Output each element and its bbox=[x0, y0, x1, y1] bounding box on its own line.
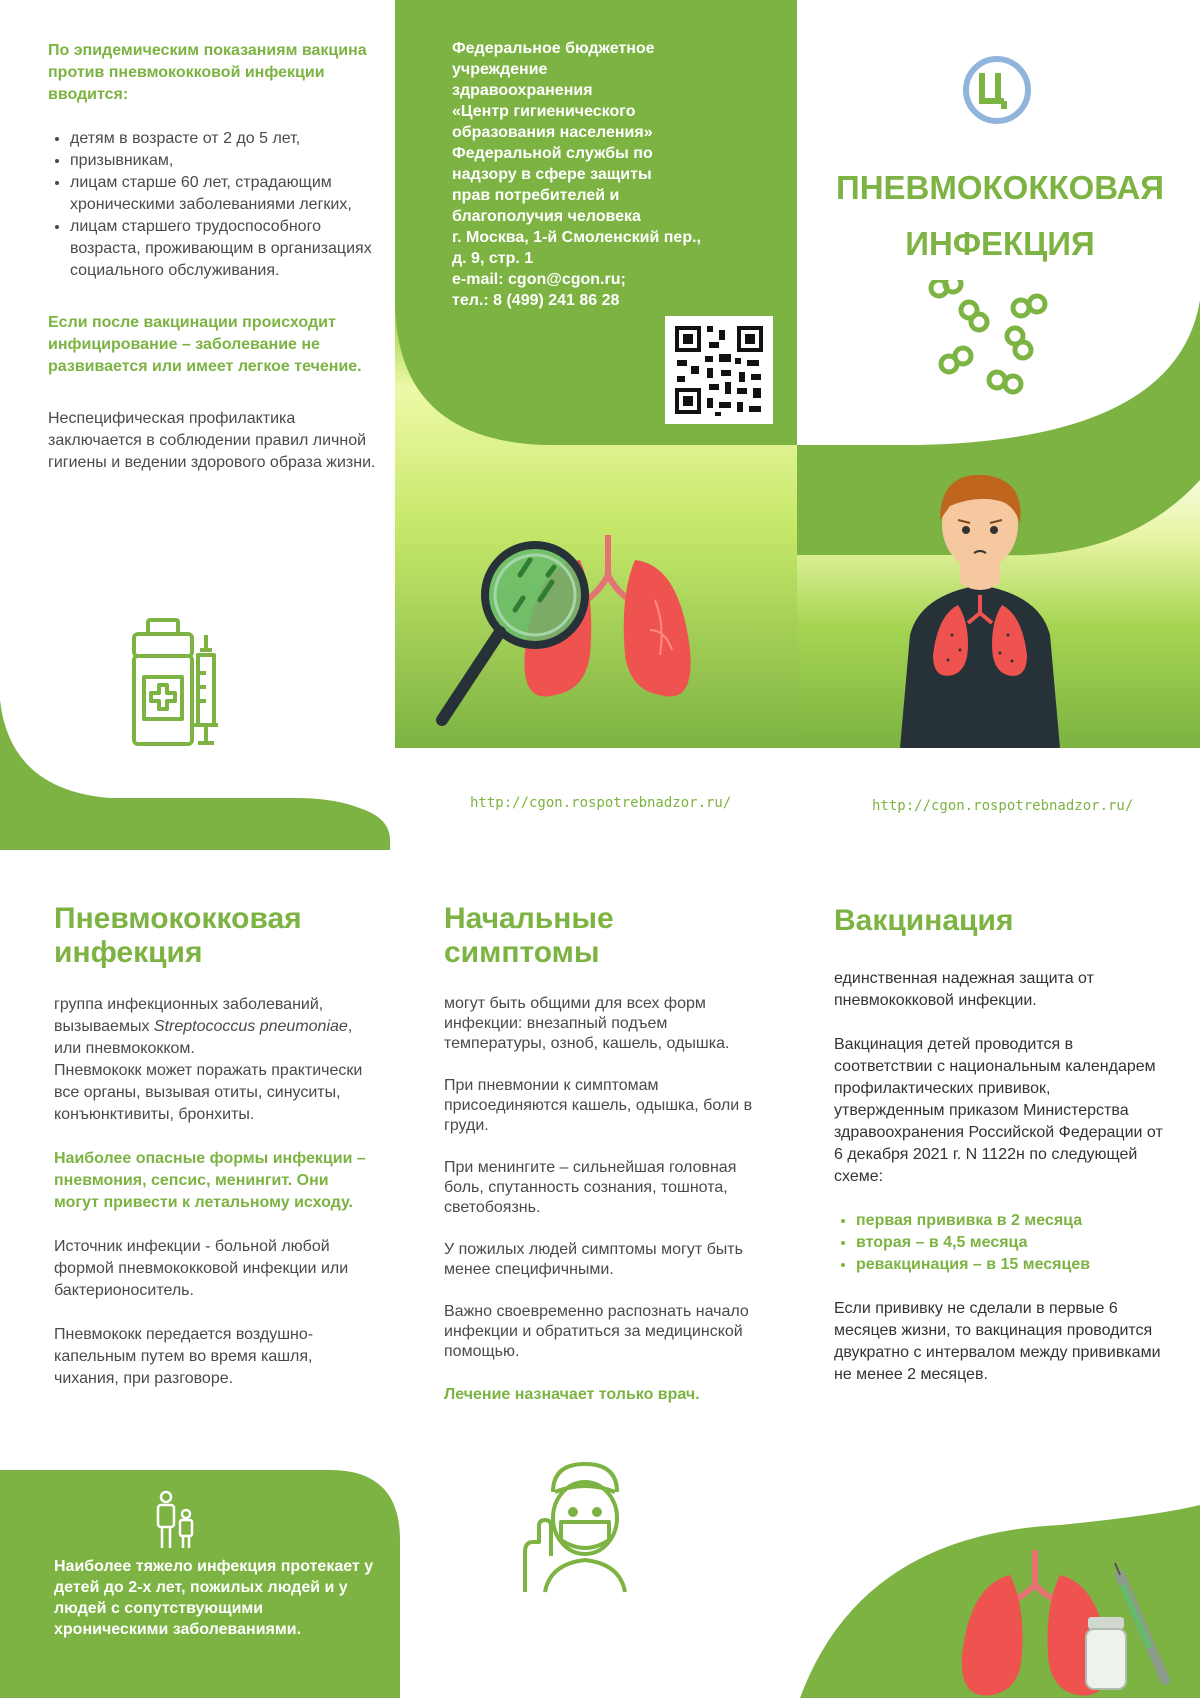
medicine-bottle-syringe-icon bbox=[128, 615, 228, 750]
parent-child-icon bbox=[150, 1490, 200, 1550]
heading-line: Начальные bbox=[444, 902, 614, 935]
definition-text: группа инфекционных заболеваний, вызываемых bbox=[54, 996, 324, 1035]
list-item: • лицам старшего трудоспособного возраста, проживающим в организациях социального обслуживания. bbox=[70, 216, 378, 282]
panel6 bbox=[834, 904, 1164, 1386]
title-line: ПНЕВМОКОККОВАЯ bbox=[835, 169, 1165, 206]
org-line: Федеральной службы по bbox=[452, 145, 653, 162]
section-heading bbox=[54, 902, 374, 970]
list-item: • вторая – в 4,5 месяца bbox=[856, 1232, 1164, 1254]
vaccination-benefit-note: Если после вакцинации происходит инфицирование – заболевание не развивается или имеет легкое течение. bbox=[48, 314, 362, 375]
org-line: благополучия человека bbox=[452, 208, 641, 225]
heading-line: симптомы bbox=[444, 936, 600, 969]
org-line: здравоохранения bbox=[452, 82, 593, 99]
panel1 bbox=[48, 40, 378, 474]
qr-code-icon bbox=[665, 316, 773, 424]
diplococci-icon bbox=[925, 280, 1065, 400]
panel5 bbox=[444, 902, 764, 1406]
definition-paragraph bbox=[54, 994, 374, 1060]
lungs-vaccine-illustration bbox=[960, 1545, 1180, 1698]
org-line: Федеральное бюджетное bbox=[452, 40, 655, 57]
vaccine-indications-intro: По эпидемическим показаниям вакцина против пневмококковой инфекции вводится: bbox=[48, 42, 367, 103]
title-line: ИНФЕКЦИЯ bbox=[905, 225, 1095, 262]
treatment-note: Лечение назначает только врач. bbox=[444, 1386, 700, 1403]
website-link[interactable]: http://cgon.rospotrebnadzor.ru/ bbox=[872, 798, 1134, 814]
hygiene-note: Неспецифическая профилактика заключается в соблюдении правил личной гигиены и ведении здорового образа жизни. bbox=[48, 410, 376, 471]
main-title bbox=[800, 160, 1200, 272]
section-heading: Вакцинация bbox=[834, 904, 1014, 937]
vaccination-schedule-list bbox=[834, 1210, 1164, 1276]
heading-line: инфекция bbox=[54, 936, 203, 969]
list-item: • первая прививка в 2 месяца bbox=[856, 1210, 1164, 1232]
definition-text: , или пневмококком. bbox=[54, 1018, 353, 1057]
organization-info bbox=[452, 38, 772, 311]
severe-course-note: Наиболее тяжело инфекция протекает у детей до 2-х лет, пожилых людей и у людей с сопутствующими хроническими заболеваниями. bbox=[54, 1558, 374, 1638]
cgon-logo bbox=[962, 55, 1032, 125]
phone-line: тел.: 8 (499) 241 86 28 bbox=[452, 292, 620, 309]
magnifier-lungs-illustration bbox=[430, 520, 750, 740]
general-symptoms-paragraph: могут быть общими для всех форм инфекции: внезапный подъем температуры, озноб, кашель, одышка. bbox=[444, 995, 730, 1052]
elderly-symptoms-paragraph: У пожилых людей симптомы могут быть менее специфичными. bbox=[444, 1241, 743, 1278]
seek-help-paragraph: Важно своевременно распознать начало инфекции и обратиться за медицинской помощью. bbox=[444, 1303, 749, 1360]
transmission-paragraph: Пневмококк передается воздушно-капельным путем во время кашля, чихания, при разговоре. bbox=[54, 1326, 314, 1387]
org-line: надзору в сфере защиты bbox=[452, 166, 652, 183]
org-line: прав потребителей и bbox=[452, 187, 620, 204]
qr-code[interactable] bbox=[665, 316, 773, 424]
vaccination-intro: единственная надежная защита от пневмококковой инфекции. bbox=[834, 970, 1094, 1009]
organs-paragraph: Пневмококк может поражать практически все органы, вызывая отиты, синуситы, конъюнктивиты, бронхиты. bbox=[54, 1062, 363, 1123]
address-line: д. 9, стр. 1 bbox=[452, 250, 534, 267]
sick-boy-illustration bbox=[880, 475, 1080, 748]
list-item: • лицам старше 60 лет, страдающим хроническими заболеваниями легких, bbox=[70, 172, 378, 216]
section-heading bbox=[444, 902, 764, 970]
meningitis-symptoms-paragraph: При менингите – сильнейшая головная боль, спутанность сознания, тошнота, светобоязнь. bbox=[444, 1159, 737, 1216]
org-line: «Центр гигиенического bbox=[452, 103, 636, 120]
website-link[interactable]: http://cgon.rospotrebnadzor.ru/ bbox=[470, 795, 732, 811]
sick-person-icon bbox=[515, 1462, 650, 1594]
heading-line: Пневмококковая bbox=[54, 902, 302, 935]
list-item: • призывникам, bbox=[70, 150, 378, 172]
org-line: учреждение bbox=[452, 61, 548, 78]
vaccination-calendar-paragraph: Вакцинация детей проводится в соответствии с национальным календарем профилактических прививок, утвержденным приказом Министерства здравоохранения Российской Федерации от 6 декабря 2021 г. N 1122н по следующей схеме: bbox=[834, 1036, 1163, 1185]
list-item: • ревакцинация – в 15 месяцев bbox=[856, 1254, 1164, 1276]
pneumonia-symptoms-paragraph: При пневмонии к симптомам присоединяются кашель, одышка, боли в груди. bbox=[444, 1077, 753, 1134]
indications-list bbox=[48, 128, 378, 282]
late-vaccination-paragraph: Если прививку не сделали в первые 6 месяцев жизни, то вакцинация проводится двукратно с интервалом между прививками не менее 2 месяцев. bbox=[834, 1300, 1161, 1383]
pathogen-name: Streptococcus pneumoniae bbox=[153, 1018, 348, 1035]
address-line: г. Москва, 1-й Смоленский пер., bbox=[452, 229, 701, 246]
source-paragraph: Источник инфекции - больной любой формой пневмококковой инфекции или бактерионоситель. bbox=[54, 1238, 349, 1299]
list-item: • детям в возрасте от 2 до 5 лет, bbox=[70, 128, 378, 150]
dangerous-forms-note: Наиболее опасные формы инфекции – пневмония, сепсис, менингит. Они могут привести к летальному исходу. bbox=[54, 1150, 366, 1211]
panel4 bbox=[54, 902, 374, 1390]
email-line[interactable]: e-mail: cgon@cgon.ru; bbox=[452, 271, 626, 288]
org-line: образования населения» bbox=[452, 124, 653, 141]
